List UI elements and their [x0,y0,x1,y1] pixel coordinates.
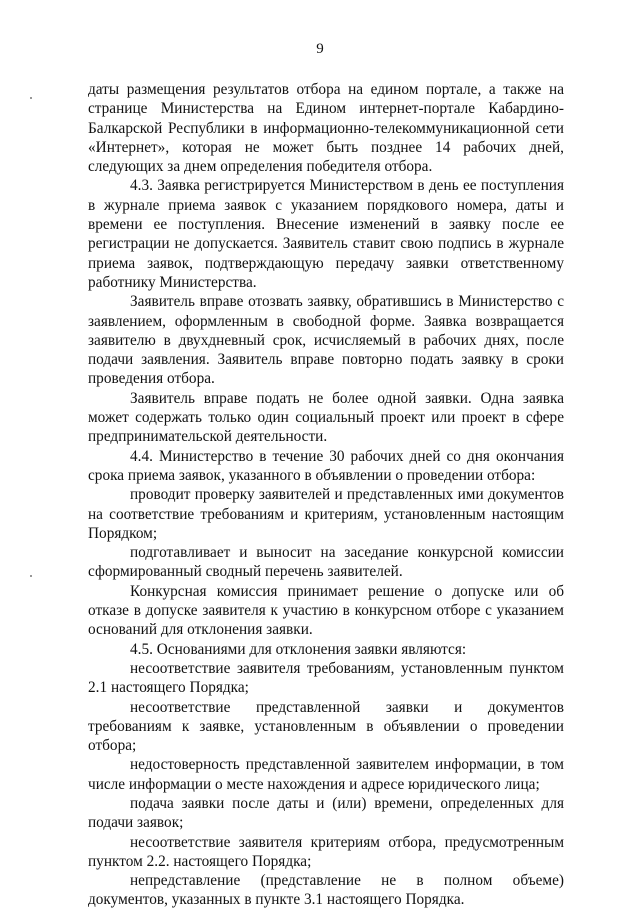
paragraph: проводит проверку заявителей и представленных ими документов на соответствие требованиям и критериям, установленным настоящим Порядком; [88,486,564,542]
paragraph: 4.5. Основаниями для отклонения заявки являются: [130,640,467,658]
paragraph: даты размещения результатов отбора на едином портале, а также на странице Министерства на Едином интернет-портале Кабардино-Балкарской Республики в информационно-телекоммуникационной сети «Интернет», которая не может быть позднее 14 рабочих дней, следующих за днем определения победителя отбора. [88,81,564,176]
scan-speck-top [30,97,32,99]
scan-speck-bottom [30,575,32,577]
paragraph: несоответствие заявителя требованиям, установленным пунктом 2.1 настоящего Порядка; [88,659,564,697]
paragraph: Заявитель вправе отозвать заявку, обратившись в Министерство с заявлением, оформленным в свободной форме. Заявка возвращается заявителю в двухдневный срок, исчисляемый в рабочих днях, после подачи заявления. Заявитель вправе повторно подать заявку в сроки проведения отбора. [88,293,564,388]
paragraph: 4.4. Министерство в течение 30 рабочих дней со дня окончания срока приема заявок, указанного в объявлении о проведении отбора: [88,447,564,484]
paragraph: Заявитель вправе подать не более одной заявки. Одна заявка может содержать только один социальный проект или проект в сфере предпринимательской деятельности. [88,389,564,446]
document-body [88,80,564,910]
paragraph: несоответствие заявителя критериям отбора, предусмотренным пунктом 2.2. настоящего Порядка; [88,833,564,870]
paragraph: Конкурсная комиссия принимает решение о допуске или об отказе в допуске заявителя к участию в конкурсном отборе с указанием оснований для отклонения заявки. [88,582,564,639]
paragraph: подача заявки после даты и (или) времени, определенных для подачи заявок; [88,794,564,832]
page-number: 9 [316,41,324,57]
paragraph: недостоверность представленной заявителем информации, в том числе информации о месте нахождения и адресе юридического лица; [88,756,564,793]
paragraph: непредставление (представление не в полном объеме) документов, указанных в пункте 3.1 настоящего Порядка. [88,872,564,909]
paragraph: 4.3. Заявка регистрируется Министерством в день ее поступления в журнале приема заявок с указанием порядкового номера, даты и времени ее поступления. Внесение изменений в заявку после ее регистрации не допускается. Заявитель ставит свою подпись в журнале приема заявок, подтверждающую передачу заявки ответственному работнику Министерства. [88,177,564,291]
paragraph: несоответствие представленной заявки и документов требованиям к заявке, установленным в объявлении о проведении отбора; [88,698,564,755]
paragraph: подготавливает и выносит на заседание конкурсной комиссии сформированный сводный перечень заявителей. [88,544,564,581]
